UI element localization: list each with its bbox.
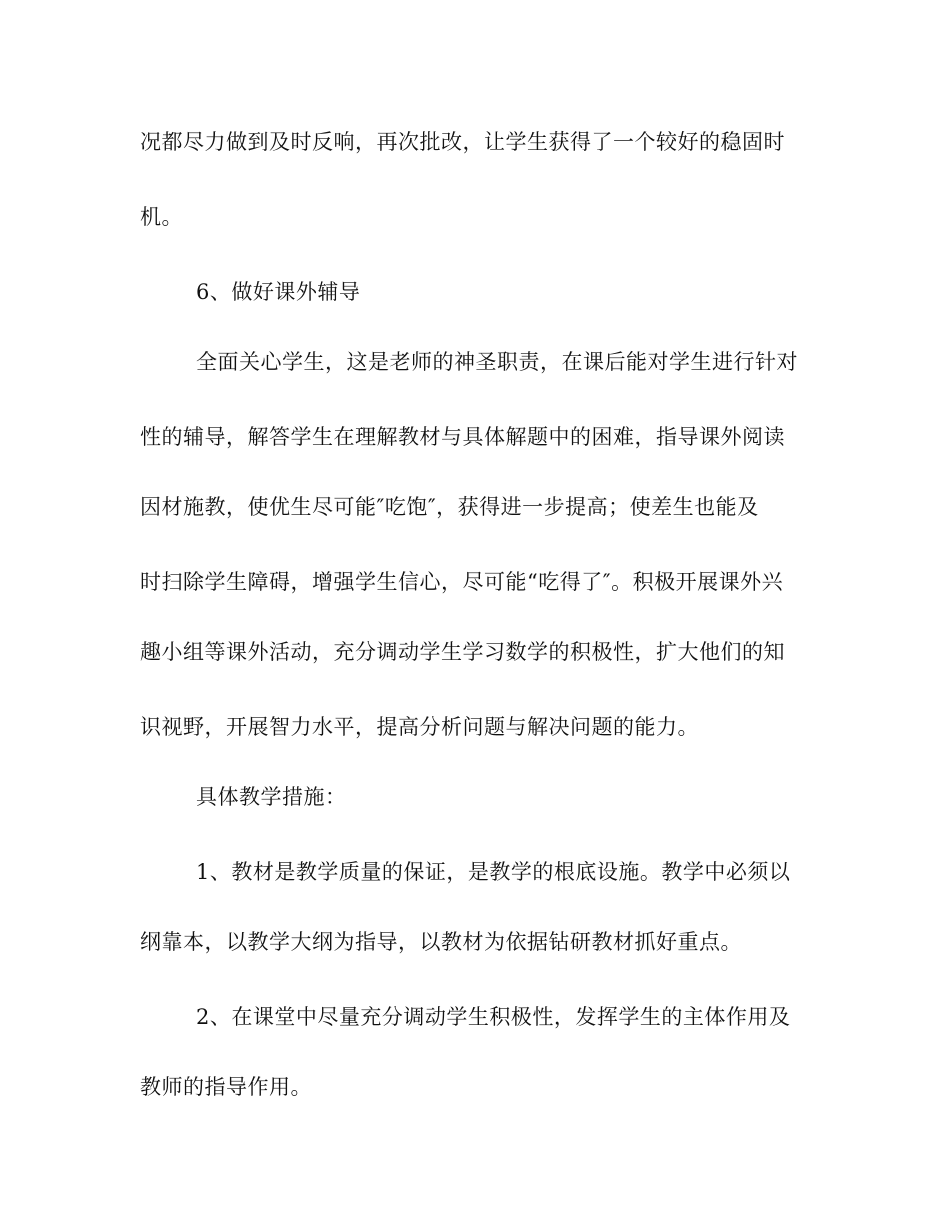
paragraph-line: 1、教材是教学质量的保证，是教学的根底设施。教学中必须以: [196, 860, 791, 884]
paragraph-line: 趣小组等课外活动，充分调动学生学习数学的积极性，扩大他们的知: [140, 640, 785, 664]
paragraph-line: 教师的指导作用。: [140, 1075, 312, 1099]
paragraph-line: 2、在课堂中尽量充分调动学生积极性，发挥学生的主体作用及: [196, 1005, 791, 1029]
paragraph-line: 机。: [140, 205, 183, 229]
paragraph-line: 况都尽力做到及时反响，再次批改，让学生获得了一个较好的稳固时: [140, 130, 785, 154]
section-heading: 具体教学措施：: [196, 785, 347, 809]
paragraph-line: 性的辅导，解答学生在理解教材与具体解题中的困难，指导课外阅读: [140, 425, 785, 449]
paragraph-line: 时扫除学生障碍，增强学生信心，尽可能“吃得了″。积极开展课外兴: [140, 570, 784, 594]
paragraph-line: 因材施教，使优生尽可能″吃饱″，获得进一步提高；使差生也能及: [140, 495, 759, 519]
paragraph-line: 识视野，开展智力水平，提高分析问题与解决问题的能力。: [140, 715, 699, 739]
paragraph-line: 纲靠本，以教学大纲为指导，以教材为依据钻研教材抓好重点。: [140, 930, 742, 954]
paragraph-line: 全面关心学生，这是老师的神圣职责，在课后能对学生进行针对: [196, 350, 798, 374]
section-heading: 6、做好课外辅导: [196, 280, 361, 304]
